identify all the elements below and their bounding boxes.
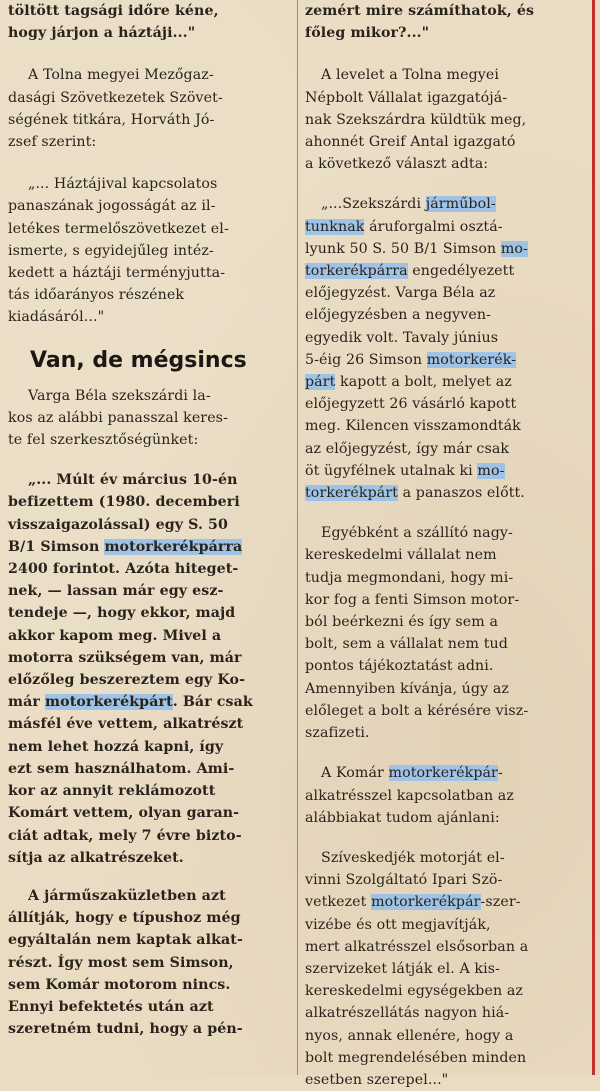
left-paragraph-1: töltött tagsági időre kéne, hogy járjon a háztáji..."	[8, 3, 219, 42]
right-column	[305, 0, 587, 1091]
highlighted-term: motorkerékpárt	[45, 694, 173, 711]
column-divider	[297, 0, 298, 1075]
text-run: 2400 forintot. Azóta hiteget- nek, — lassan már egy esz- tendeje —, hogy ekkor, majd akkor kapom meg. Mivel a motorra szükségem van, már előzőleg beszereztem egy Ko- már	[8, 561, 246, 711]
text-run: „...Szekszárdi	[321, 196, 426, 213]
highlighted-term: motorkerékpár	[371, 894, 481, 911]
highlighted-term: motorkerékpárra	[104, 538, 243, 555]
right-paragraph-4: Egyébként a szállító nagy- kereskedelmi vállalat nem tudja megmondani, hogy mi- kor fog a fenti Simson motor- ból beérkezni és így sem a bolt, sem a vállalat nem tud pontos tájékoztatást adni. Amennyiben kívánja, úgy az előleget a bolt a kérésére visz- szafizeti.	[305, 525, 529, 742]
highlighted-term: motorkerék- párt	[305, 351, 517, 391]
right-paragraph-5	[305, 762, 587, 829]
highlighted-term: mo- torkerékpárt	[305, 462, 505, 502]
text-run: A Komár	[321, 765, 389, 782]
text-run: engedélyezett előjegyzést. Varga Béla az előjegyzésben a negyven- egyedik volt. Tavaly június 5-éig 26 Simson	[305, 263, 515, 368]
text-run: kapott a bolt, melyet az előjegyzett 26 vásárló kapott meg. Kilencen visszamondták az előjegyzést, így már csak öt ügyfélnek utalnak ki	[305, 374, 521, 479]
left-paragraph-2: A Tolna megyei Mezőgaz- dasági Szövetkezetek Szövet- ségének titkára, Horváth Jó- zsef szerint:	[8, 67, 223, 151]
left-paragraph-5	[8, 469, 294, 869]
left-paragraph-4: Varga Béla szekszárdi la- kos az alábbi panasszal keres- te fel szerkesztőségünket:	[8, 387, 228, 449]
right-paragraph-1: zemért mire számíthatok, és főleg mikor?..."	[305, 3, 535, 42]
right-paragraph-2: A levelet a Tolna megyei Népbolt Vállalat igazgatójá- nak Szekszárdra küldtük meg, ahonnét Greif Antal igazgató a következő választ adta:	[305, 67, 527, 173]
highlighted-term: járműbol- tunknak	[305, 196, 496, 235]
left-column	[8, 0, 294, 1040]
text-run: a panaszos előtt.	[398, 485, 525, 502]
text-run: - alkatrésszel kapcsolatban az alábbiakat tudom ajánlani:	[305, 765, 514, 826]
right-paragraph-6	[305, 847, 587, 1091]
text-run: „... Múlt év március 10-én befizettem (1980. decemberi visszaigazolással) egy S. 50 B/1 Simson	[8, 472, 240, 555]
page-edge-mark	[592, 0, 595, 1075]
left-paragraph-6: A járműszaküzletben azt állítják, hogy e típushoz még egyáltalán nem kaptak alkat- részt. Így most sem Simson, sem Komár motorom nincs. Ennyi befektetés után azt szeretném tudni, hogy a pén-	[8, 887, 243, 1038]
text-run: áruforgalmi osztá- lyunk 50 S. 50 B/1 Simson	[305, 218, 503, 257]
right-paragraph-3	[305, 193, 587, 504]
text-run: Szíveskedjék motorját el- vinni Szolgáltató Ipari Szö- vetkezet	[305, 849, 505, 911]
left-paragraph-3: „... Háztájival kapcsolatos panaszának jogosságát az il- letékes termelőszövetkezet el- ismerte, s egyidejűleg intéz- kedett a háztáji terményjutta- tás időarányos részének kiadásáról..."	[8, 176, 229, 326]
article-heading: Van, de mégsincs	[30, 347, 247, 373]
highlighted-term: motorkerékpár	[388, 765, 498, 782]
highlighted-term: mo- torkerékpárra	[305, 240, 528, 280]
text-run: -szer- vizébe és ott megjavítják, mert alkatrésszel elsősorban a szervizeket látják el. A kis- kereskedelmi egységekben az alkatrészellátás nagyon hiá- nyos, annak ellenére, hogy a bolt megrendelésében minden esetben szerepel..."	[305, 894, 529, 1088]
text-run: . Bár csak másfél éve vettem, alkatrészt nem lehet hozzá kapni, így ezt sem használhatom. Ami- kor az annyit reklámozott Komárt vettem, olyan garan- ciát adtak, mely 7 évre bizto- sítja az alkatrészeket.	[8, 694, 253, 866]
